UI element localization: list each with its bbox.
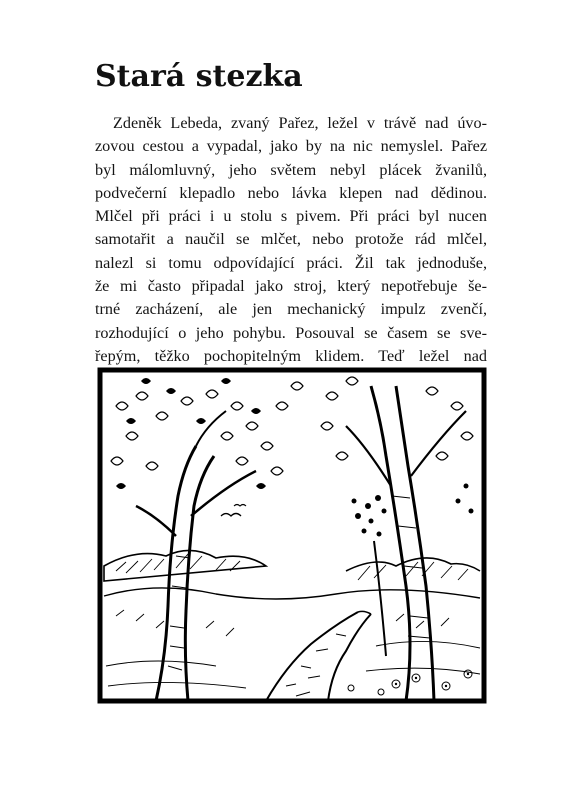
text-line: Zdeněk Lebeda, zvaný Pařez, ležel v trávě nad úvo-: [113, 114, 487, 132]
text-line: podvečerní klepadlo nebo lávka klepen nad dědinou.: [95, 183, 487, 202]
text-line: nalezl si tomu odpovídající práci. Žil tak jednoduše,: [95, 253, 487, 272]
text-line: trné zacházení, ale jen mechanický impulz zvenčí,: [95, 300, 487, 319]
text-line: Mlčel při práci i u stolu s pivem. Při práci byl nucen: [95, 207, 487, 226]
text-line: samotařit a naučil se mlčet, nebo protože rád mlčel,: [95, 230, 487, 249]
text-line: zovou cestou a vypadal, jako by na nic nemyslel. Pařez: [95, 137, 487, 156]
text-line: že mi často připadal jako stroj, který nepotřebuje še-: [95, 277, 487, 296]
chapter-body-text: [95, 112, 487, 368]
text-line: rozhodující o jeho pohybu. Posouval se časem se sve-: [95, 323, 487, 342]
text-line: řepým, těžko pochopitelným klidem. Teď ležel nad: [95, 346, 487, 365]
chapter-title: Stará stezka: [95, 59, 303, 94]
text-line: byl málomluvný, jeho světem nebyl plácek žvanilů,: [95, 160, 487, 179]
landscape-trees-path-illustration: [96, 366, 488, 705]
